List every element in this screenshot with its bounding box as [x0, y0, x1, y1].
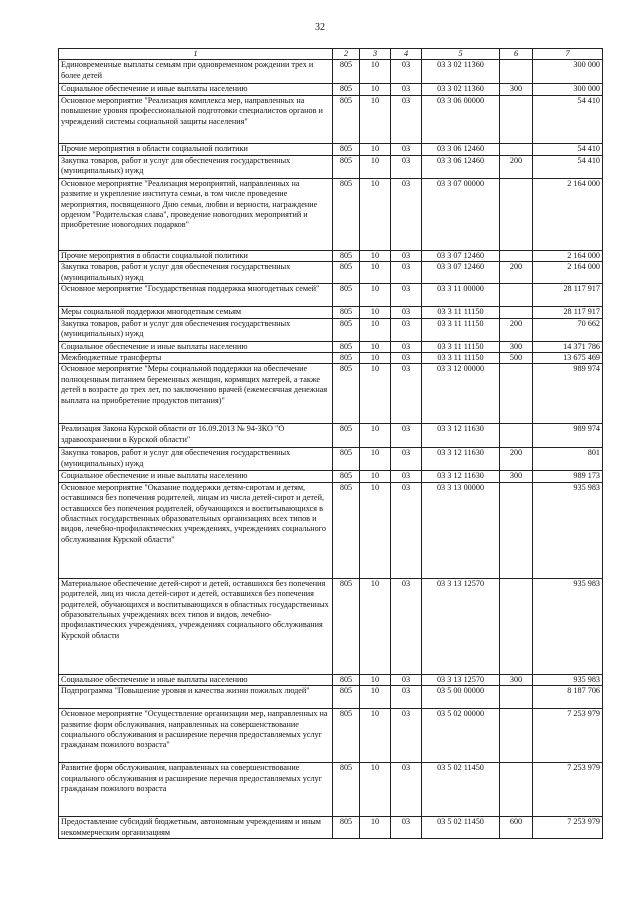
row-csr-cell: 03 3 11 11150 — [422, 353, 500, 364]
table-row — [59, 482, 603, 578]
row-sum-cell: 989 173 — [533, 471, 603, 482]
row-grbs-cell: 805 — [333, 178, 360, 250]
table-row — [59, 284, 603, 307]
row-sum-cell: 935 983 — [533, 578, 603, 674]
row-grbs-cell: 805 — [333, 471, 360, 482]
row-csr-cell: 03 3 06 12460 — [422, 143, 500, 155]
row-name-cell: Закупка товаров, работ и услуг для обеспечения государственных (муниципальных) нужд — [59, 262, 333, 284]
row-sum-cell: 2 164 000 — [533, 250, 603, 261]
row-vr-cell: 500 — [500, 353, 533, 364]
row-csr-cell: 03 5 02 00000 — [422, 709, 500, 763]
row-name-cell: Основное мероприятие "Оказание поддержки детям-сиротам и детям, оставшимся без попечения родителей, лицам из числа детей-сирот и детей, оставшихся без попечения родителей, обучающихся и воспитывающихся в областных государственных образовательных организациях всех типов и видов, лечебно-профилактических учреждениях, учреждениях социального обслуживания Курской области" — [59, 482, 333, 578]
row-vr-cell — [500, 709, 533, 763]
row-csr-cell: 03 5 00 00000 — [422, 686, 500, 709]
row-csr-cell: 03 3 12 11630 — [422, 448, 500, 471]
row-vr-cell — [500, 143, 533, 155]
row-rz-cell: 10 — [360, 262, 391, 284]
row-sum-cell: 2 164 000 — [533, 178, 603, 250]
table-row — [59, 250, 603, 261]
row-grbs-cell: 805 — [333, 674, 360, 685]
row-pr-cell: 03 — [391, 448, 422, 471]
row-name-cell: Закупка товаров, работ и услуг для обеспечения государственных (муниципальных) нужд — [59, 318, 333, 341]
column-header-sum: 7 — [533, 49, 603, 60]
column-header-name: 1 — [59, 49, 333, 60]
row-pr-cell: 03 — [391, 482, 422, 578]
row-vr-cell: 200 — [500, 318, 533, 341]
row-name-cell: Основное мероприятие "Реализация комплекса мер, направленных на повышение уровня профессиональной подготовки специалистов органов и учреждений системы социальной защиты населения" — [59, 95, 333, 143]
column-header-grbs: 2 — [333, 49, 360, 60]
row-name-cell: Предоставление субсидий бюджетным, автономным учреждениям и иным некоммерческим организациям — [59, 817, 333, 839]
row-sum-cell: 70 662 — [533, 318, 603, 341]
row-csr-cell: 03 3 12 11630 — [422, 424, 500, 448]
row-pr-cell: 03 — [391, 674, 422, 685]
row-rz-cell: 10 — [360, 178, 391, 250]
row-rz-cell: 10 — [360, 471, 391, 482]
row-pr-cell: 03 — [391, 817, 422, 839]
table-row — [59, 341, 603, 352]
table-row — [59, 95, 603, 143]
table-row — [59, 424, 603, 448]
row-csr-cell: 03 3 07 12460 — [422, 250, 500, 261]
budget-table — [58, 48, 603, 839]
table-row — [59, 763, 603, 817]
row-name-cell: Социальное обеспечение и иные выплаты населению — [59, 471, 333, 482]
row-pr-cell: 03 — [391, 84, 422, 95]
row-rz-cell: 10 — [360, 307, 391, 318]
row-name-cell: Социальное обеспечение и иные выплаты населению — [59, 84, 333, 95]
row-grbs-cell: 805 — [333, 143, 360, 155]
row-name-cell: Материальное обеспечение детей-сирот и детей, оставшихся без попечения родителей, лиц из числа детей-сирот и детей, оставшихся без попечения родителей, обучающихся и воспитывающихся в областных государственных образовательных учреждениях всех типов и видов, лечебно-профилактических учреждениях, учреждениях социального обслуживания Курской области — [59, 578, 333, 674]
row-vr-cell — [500, 178, 533, 250]
row-vr-cell — [500, 482, 533, 578]
table-row — [59, 178, 603, 250]
row-sum-cell: 7 253 979 — [533, 763, 603, 817]
row-name-cell: Закупка товаров, работ и услуг для обеспечения государственных (муниципальных) нужд — [59, 448, 333, 471]
row-sum-cell: 28 117 917 — [533, 307, 603, 318]
row-csr-cell: 03 3 13 12570 — [422, 578, 500, 674]
row-csr-cell: 03 3 07 12460 — [422, 262, 500, 284]
row-grbs-cell: 805 — [333, 95, 360, 143]
row-pr-cell: 03 — [391, 178, 422, 250]
row-pr-cell: 03 — [391, 578, 422, 674]
row-rz-cell: 10 — [360, 364, 391, 424]
row-pr-cell: 03 — [391, 471, 422, 482]
row-csr-cell: 03 3 07 00000 — [422, 178, 500, 250]
row-rz-cell: 10 — [360, 817, 391, 839]
row-grbs-cell: 805 — [333, 84, 360, 95]
row-pr-cell: 03 — [391, 155, 422, 178]
row-sum-cell: 801 — [533, 448, 603, 471]
row-csr-cell: 03 5 02 11450 — [422, 817, 500, 839]
row-rz-cell: 10 — [360, 155, 391, 178]
row-vr-cell: 300 — [500, 341, 533, 352]
row-csr-cell: 03 3 11 00000 — [422, 284, 500, 307]
row-rz-cell: 10 — [360, 763, 391, 817]
row-sum-cell: 7 253 979 — [533, 817, 603, 839]
row-vr-cell — [500, 763, 533, 817]
row-grbs-cell: 805 — [333, 318, 360, 341]
row-rz-cell: 10 — [360, 674, 391, 685]
row-rz-cell: 10 — [360, 143, 391, 155]
table-row — [59, 143, 603, 155]
table-row — [59, 364, 603, 424]
row-sum-cell: 300 000 — [533, 60, 603, 84]
row-grbs-cell: 805 — [333, 448, 360, 471]
row-rz-cell: 10 — [360, 341, 391, 352]
table-row — [59, 817, 603, 839]
row-csr-cell: 03 3 11 11150 — [422, 318, 500, 341]
row-csr-cell: 03 3 11 11150 — [422, 307, 500, 318]
row-grbs-cell: 805 — [333, 353, 360, 364]
row-name-cell: Основное мероприятие "Осуществление организации мер, направленных на развитие форм обслуживания, направленных на совершенствование социального обслуживания и расширение перечня предоставляемых услуг гражданам пожилого возраста" — [59, 709, 333, 763]
page-number: 32 — [315, 22, 325, 33]
row-name-cell: Основное мероприятие "Государственная поддержка многодетных семей" — [59, 284, 333, 307]
row-name-cell: Закупка товаров, работ и услуг для обеспечения государственных (муниципальных) нужд — [59, 155, 333, 178]
row-name-cell: Основное мероприятие "Реализация мероприятий, направленных на развитие и укрепление института семьи, в том числе проведение мероприятия, посвященного Дню семьи, любви и верности, награждение орденом "Родительская слава", проведение новогодних мероприятий и приобретение новогодних подарков" — [59, 178, 333, 250]
row-name-cell: Меры социальной поддержки многодетным семьям — [59, 307, 333, 318]
row-grbs-cell: 805 — [333, 763, 360, 817]
table-row — [59, 262, 603, 284]
row-vr-cell: 200 — [500, 448, 533, 471]
table-row — [59, 471, 603, 482]
row-name-cell: Развитие форм обслуживания, направленных на совершенствование социального обслуживания и расширение перечня предоставляемых услуг гражданам пожилого возраста — [59, 763, 333, 817]
column-header-pr: 4 — [391, 49, 422, 60]
row-csr-cell: 03 3 02 11360 — [422, 60, 500, 84]
row-name-cell: Прочие мероприятия в области социальной политики — [59, 143, 333, 155]
row-sum-cell: 7 253 979 — [533, 709, 603, 763]
row-csr-cell: 03 3 13 00000 — [422, 482, 500, 578]
row-pr-cell: 03 — [391, 262, 422, 284]
row-pr-cell: 03 — [391, 143, 422, 155]
row-pr-cell: 03 — [391, 341, 422, 352]
row-grbs-cell: 805 — [333, 284, 360, 307]
table-header-row — [59, 49, 603, 60]
row-csr-cell: 03 3 06 00000 — [422, 95, 500, 143]
row-sum-cell: 935 983 — [533, 674, 603, 685]
row-vr-cell — [500, 686, 533, 709]
row-name-cell: Подпрограмма "Повышение уровня и качества жизни пожилых людей" — [59, 686, 333, 709]
row-csr-cell: 03 3 06 12460 — [422, 155, 500, 178]
row-vr-cell: 300 — [500, 84, 533, 95]
row-name-cell: Прочие мероприятия в области социальной политики — [59, 250, 333, 261]
column-header-csr: 5 — [422, 49, 500, 60]
row-rz-cell: 10 — [360, 95, 391, 143]
row-grbs-cell: 805 — [333, 482, 360, 578]
row-sum-cell: 989 974 — [533, 364, 603, 424]
row-name-cell: Основное мероприятие "Меры социальной поддержки на обеспечение полноценным питанием беременных женщин, кормящих матерей, а также детей в возрасте до трех лет, по заключению врачей (ежемесячная денежная выплата на приобретение продуктов питания)" — [59, 364, 333, 424]
row-rz-cell: 10 — [360, 482, 391, 578]
row-rz-cell: 10 — [360, 353, 391, 364]
row-rz-cell: 10 — [360, 84, 391, 95]
row-csr-cell: 03 5 02 11450 — [422, 763, 500, 817]
table-row — [59, 578, 603, 674]
row-rz-cell: 10 — [360, 448, 391, 471]
row-name-cell: Межбюджетные трансферты — [59, 353, 333, 364]
column-header-vr: 6 — [500, 49, 533, 60]
row-csr-cell: 03 3 02 11360 — [422, 84, 500, 95]
row-grbs-cell: 805 — [333, 155, 360, 178]
row-pr-cell: 03 — [391, 353, 422, 364]
row-sum-cell: 54 410 — [533, 155, 603, 178]
row-rz-cell: 10 — [360, 60, 391, 84]
row-rz-cell: 10 — [360, 709, 391, 763]
row-name-cell: Социальное обеспечение и иные выплаты населению — [59, 341, 333, 352]
table-row — [59, 318, 603, 341]
row-sum-cell: 28 117 917 — [533, 284, 603, 307]
row-rz-cell: 10 — [360, 250, 391, 261]
row-grbs-cell: 805 — [333, 262, 360, 284]
table-row — [59, 674, 603, 685]
row-vr-cell — [500, 364, 533, 424]
row-rz-cell: 10 — [360, 686, 391, 709]
row-sum-cell: 935 983 — [533, 482, 603, 578]
row-pr-cell: 03 — [391, 763, 422, 817]
table-row — [59, 448, 603, 471]
row-sum-cell: 2 164 000 — [533, 262, 603, 284]
row-pr-cell: 03 — [391, 424, 422, 448]
row-grbs-cell: 805 — [333, 817, 360, 839]
row-pr-cell: 03 — [391, 60, 422, 84]
row-grbs-cell: 805 — [333, 578, 360, 674]
row-vr-cell: 300 — [500, 471, 533, 482]
row-pr-cell: 03 — [391, 307, 422, 318]
row-sum-cell: 8 187 706 — [533, 686, 603, 709]
row-grbs-cell: 805 — [333, 686, 360, 709]
row-pr-cell: 03 — [391, 364, 422, 424]
row-pr-cell: 03 — [391, 250, 422, 261]
table-row — [59, 155, 603, 178]
row-pr-cell: 03 — [391, 95, 422, 143]
row-grbs-cell: 805 — [333, 364, 360, 424]
row-sum-cell: 300 000 — [533, 84, 603, 95]
row-vr-cell — [500, 424, 533, 448]
row-grbs-cell: 805 — [333, 250, 360, 261]
row-pr-cell: 03 — [391, 709, 422, 763]
row-vr-cell — [500, 60, 533, 84]
row-vr-cell — [500, 307, 533, 318]
row-csr-cell: 03 3 13 12570 — [422, 674, 500, 685]
row-pr-cell: 03 — [391, 686, 422, 709]
table-row — [59, 60, 603, 84]
row-name-cell: Реализация Закона Курской области от 16.09.2013 № 94-ЗКО "О здравоохранении в Курской области" — [59, 424, 333, 448]
table-row — [59, 686, 603, 709]
row-vr-cell — [500, 284, 533, 307]
row-csr-cell: 03 3 12 00000 — [422, 364, 500, 424]
row-rz-cell: 10 — [360, 578, 391, 674]
row-grbs-cell: 805 — [333, 307, 360, 318]
row-vr-cell: 200 — [500, 155, 533, 178]
row-csr-cell: 03 3 12 11630 — [422, 471, 500, 482]
row-sum-cell: 54 410 — [533, 143, 603, 155]
table-row — [59, 353, 603, 364]
table-row — [59, 709, 603, 763]
row-grbs-cell: 805 — [333, 709, 360, 763]
row-pr-cell: 03 — [391, 284, 422, 307]
row-sum-cell: 54 410 — [533, 95, 603, 143]
row-sum-cell: 14 371 786 — [533, 341, 603, 352]
row-pr-cell: 03 — [391, 318, 422, 341]
row-grbs-cell: 805 — [333, 341, 360, 352]
table-row — [59, 307, 603, 318]
row-name-cell: Социальное обеспечение и иные выплаты населению — [59, 674, 333, 685]
column-header-rz: 3 — [360, 49, 391, 60]
row-rz-cell: 10 — [360, 318, 391, 341]
row-rz-cell: 10 — [360, 424, 391, 448]
row-vr-cell — [500, 578, 533, 674]
row-name-cell: Единовременные выплаты семьям при одновременном рождении трех и более детей — [59, 60, 333, 84]
row-vr-cell: 300 — [500, 674, 533, 685]
table-row — [59, 84, 603, 95]
row-vr-cell: 200 — [500, 262, 533, 284]
row-grbs-cell: 805 — [333, 60, 360, 84]
row-sum-cell: 13 675 469 — [533, 353, 603, 364]
row-vr-cell — [500, 95, 533, 143]
row-rz-cell: 10 — [360, 284, 391, 307]
row-sum-cell: 989 974 — [533, 424, 603, 448]
row-csr-cell: 03 3 11 11150 — [422, 341, 500, 352]
row-vr-cell — [500, 250, 533, 261]
row-vr-cell: 600 — [500, 817, 533, 839]
row-grbs-cell: 805 — [333, 424, 360, 448]
